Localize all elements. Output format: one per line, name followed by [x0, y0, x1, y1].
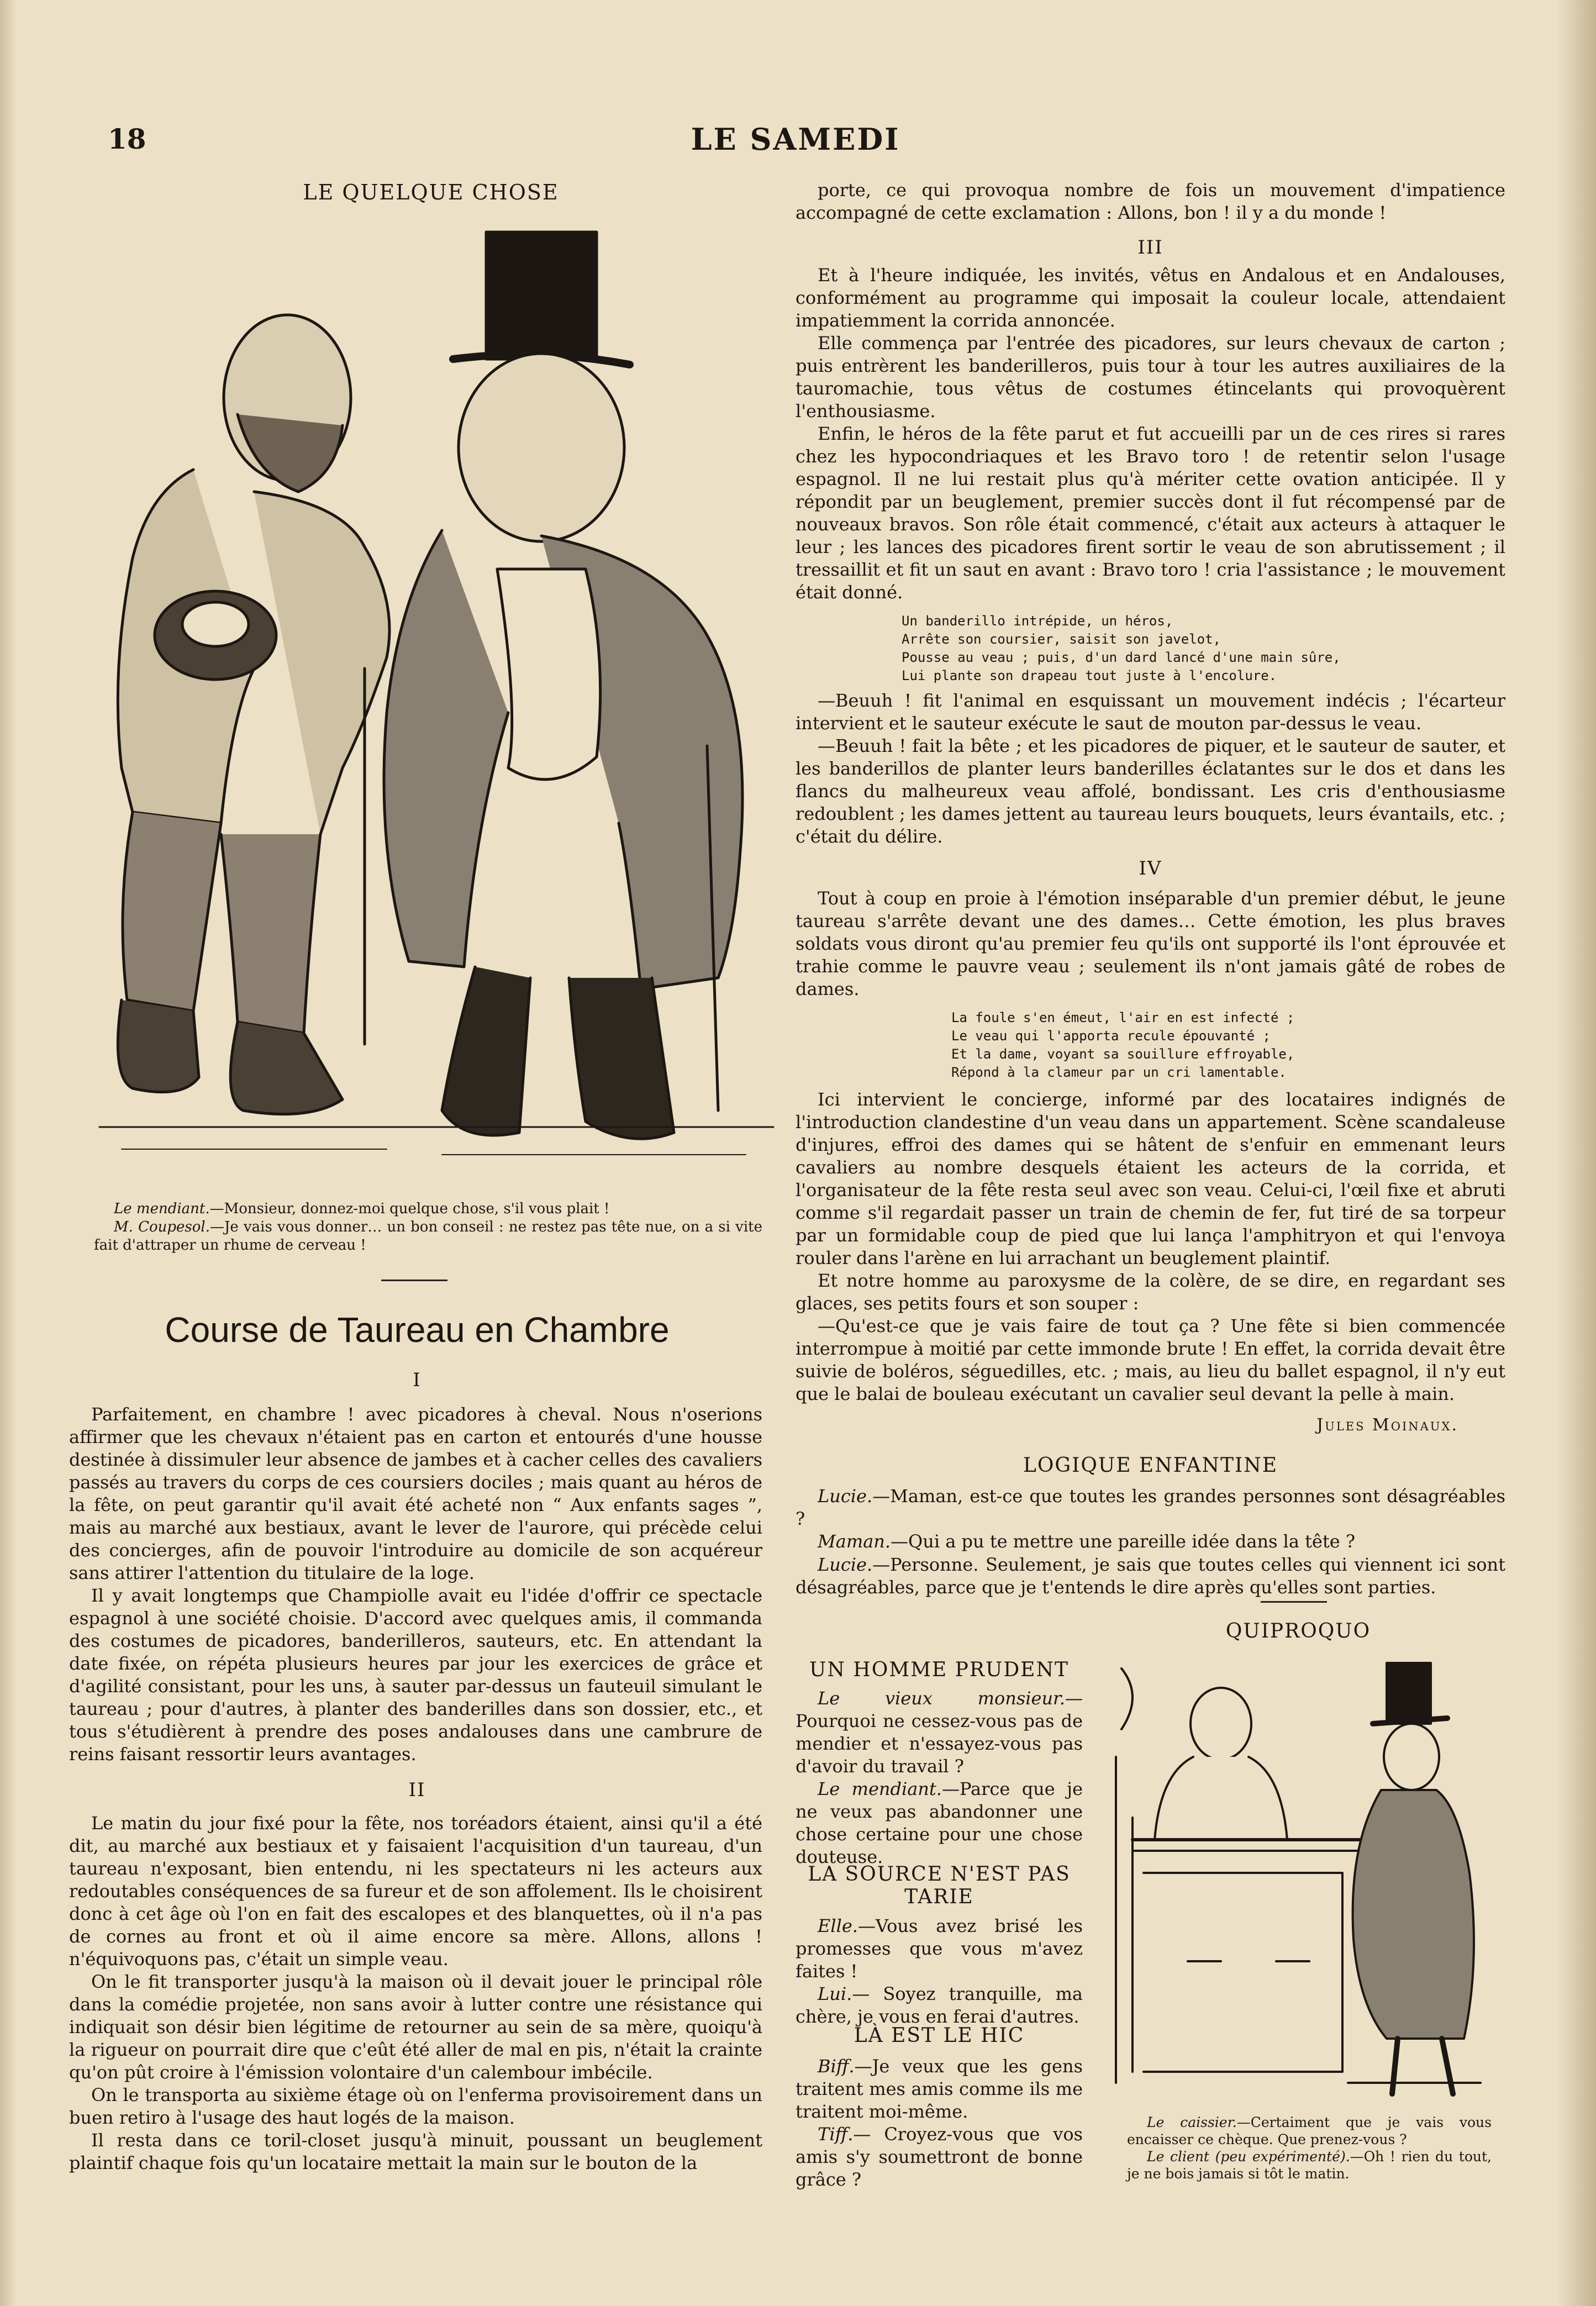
section-numeral-III: III — [1137, 236, 1163, 259]
prudent-dialogue — [796, 1687, 1083, 1868]
article-title: Course de Taureau en Chambre — [165, 1310, 670, 1350]
section-numeral-IV: IV — [1139, 857, 1162, 880]
paragraph: On le fit transporter jusqu'à la maison où il devait jouer le principal rôle dans la comédie projetée, non sans avoir à lutter contre une résistance qui indiquait son désir bien légitime de retourner au sein de sa mère, quoiqu'à la rigueur on pourrait dire que c'eût été aller de mal en pis, n'était la crainte qu'on pût croire à l'émission volontaire d'un calembour imbécile. — [69, 1971, 762, 2083]
line: — Croyez-vous que vos amis s'y soumettront de bonne grâce ? — [796, 2124, 1083, 2190]
line: —Certaiment que je vais vous encaisser ce chèque. Que prenez-vous ? — [1127, 2114, 1492, 2147]
speaker: Lucie. — [818, 1554, 873, 1575]
quiproquo-caption — [1127, 2114, 1492, 2182]
section-numeral-II: II — [408, 1779, 426, 1801]
paragraph: Il resta dans ce toril-closet jusqu'à minuit, poussant un beuglement plaintif chaque fois qu'un locataire mettait la main sur le bouton de la — [69, 2130, 762, 2173]
verse-line: Arrête son coursier, saisit son javelot, — [902, 631, 1221, 647]
logique-dialogue-cont — [796, 1554, 1505, 1599]
line: —Maman, est-ce que toutes les grandes personnes sont désagréables ? — [796, 1486, 1505, 1529]
line: —Je veux que les gens traitent mes amis comme ils me traitent moi-même. — [796, 2056, 1083, 2122]
speaker: Biff. — [818, 2056, 855, 2077]
divider-rule — [381, 1280, 447, 1281]
beggar-and-gentleman-illustration — [55, 215, 790, 1182]
paragraph: porte, ce qui provoqua nombre de fois un mouvement d'impatience accompagné de cette exclamation : Allons, bon ! il y a du monde ! — [796, 180, 1505, 223]
gentleman-head — [459, 354, 624, 541]
paragraph: Elle commença par l'entrée des picadores, sur leurs chevaux de carton ; puis entrèrent les banderilleros, puis tour à tour les autres auxiliaires de la tauromachie, tous vêtus de costumes étincelants qui provoquèrent l'enthousiasme. — [796, 333, 1505, 422]
paragraph: —Beuuh ! fit l'animal en esquissant un mouvement indécis ; l'écarteur intervient et le sauteur exécute le saut de mouton par-dessus le veau. — [796, 690, 1505, 734]
verse-line: Le veau qui l'apporta recule épouvanté ; — [951, 1028, 1271, 1044]
verse-stanza-1 — [902, 612, 1482, 685]
paragraph: —Beuuh ! fait la bête ; et les picadores de piquer, et le sauteur de sauter, et les banderillos de planter leurs banderilles éclatantes sur le dos et dans les flancs du malheureux veau affolé, bondissant. Les cris d'enthousiasme redoublent ; les dames jettent au taureau leurs bouquets, leurs évantails, etc. ; c'était du délire. — [796, 735, 1505, 847]
prudent-title: UN HOMME PRUDENT — [809, 1659, 1069, 1681]
paragraph: Il y avait longtemps que Champiolle avait eu l'idée d'offrir ce spectacle espagnol à une société choisie. D'accord avec quelques amis, il commanda des costumes de picadores, banderilleros, sauteurs, etc. En attendant la date fixée, on répéta plusieurs heures par jour les exercices de grâce et d'agilité consistant, pour les uns, à sauter par-dessus un fauteuil simulant le taureau ; pour d'autres, à planter des banderilles dans son dossier, etc., et tous s'étudièrent à prendre des poses andalouses dans une cambrure de reins faisant ressortir leurs avantages. — [69, 1585, 762, 1765]
speaker: Le mendiant. — [818, 1778, 942, 1799]
line: —Personne. Seulement, je sais que toutes celles qui viennent ici sont désagréables, parce que je t'entends le dire après qu'elles sont parties. — [796, 1554, 1505, 1598]
page-left-shadow — [0, 0, 17, 2306]
source-dialogue — [796, 1915, 1083, 2028]
speaker: Lui. — [818, 1983, 852, 2004]
article-section-I — [69, 1403, 762, 1766]
verse-line: La foule s'en émeut, l'air en est infecté ; — [951, 1010, 1295, 1025]
line: —Vous avez brisé les promesses que vous m'avez faites ! — [796, 1915, 1083, 1982]
page-number: 18 — [108, 123, 146, 155]
speaker: Maman. — [818, 1531, 891, 1552]
verse-stanza-2 — [951, 1009, 1482, 1082]
article-continuation — [796, 179, 1505, 224]
caption-line-1: —Monsieur, donnez-moi quelque chose, s'il vous plait ! — [209, 1201, 610, 1217]
caption-line-2: —Je vais vous donner… un bon conseil : ne restez pas tête nue, on a si vite fait d'attraper un rhume de cerveau ! — [94, 1219, 762, 1254]
article-section-IV-cont — [796, 1088, 1505, 1405]
line: —Pourquoi ne cessez-vous pas de mendier et n'essayez-vous pas d'avoir du travail ? — [796, 1688, 1083, 1777]
bank-cashier-illustration — [1110, 1652, 1486, 2105]
paragraph: Et notre homme au paroxysme de la colère, de se dire, en regardant ses glaces, ses petits fours et son souper : — [796, 1270, 1505, 1314]
logique-title: LOGIQUE ENFANTINE — [1023, 1454, 1278, 1477]
paragraph: Le matin du jour fixé pour la fête, nos toréadors étaient, ainsi qu'il a été dit, au marché aux bestiaux et y faisaient l'acquisition d'un taureau, d'un taureau n'exposant, bien entendu, ni les spectateurs ni les acteurs aux redoutables conséquences de sa fureur et de son affolement. Ils le choisirent donc à cet âge où l'on en fait des escalopes et des blanquettes, où il n'a pas de cornes au front et où il aime encore sa mère. Allons, allons ! n'équivoquons pas, c'était un simple veau. — [69, 1813, 762, 1970]
caption-speaker-1: Le mendiant. — [114, 1201, 210, 1217]
line: —Qui a pu te mettre une pareille idée dans la tête ? — [891, 1531, 1356, 1552]
line: —Parce que je ne veux pas abandonner une chose certaine pour une chose douteuse. — [796, 1778, 1083, 1867]
paragraph: On le transporta au sixième étage où on l'enferma provisoirement dans un buen retiro à l'usage des haut logés de la maison. — [69, 2084, 762, 2128]
verse-line: Pousse au veau ; puis, d'un dard lancé d'une main sûre, — [902, 650, 1341, 665]
article-section-III-cont — [796, 689, 1505, 848]
speaker: Le caissier. — [1147, 2114, 1237, 2130]
author-signature: Jules Moinaux. — [1316, 1415, 1458, 1435]
speaker: Le client (peu expérimenté). — [1147, 2149, 1350, 2165]
cartoon-caption — [94, 1200, 762, 1255]
page-right-shadow — [1557, 0, 1596, 2306]
source-title: LA SOURCE N'EST PAS TARIE — [808, 1863, 1071, 1908]
paragraph: —Qu'est-ce que je vais faire de tout ça ? Une fête si bien commencée interrompue à moitié par cette immonde brute ! En effet, la corrida devait être suivie de boléros, séguedilles, etc. ; mais, au lieu du ballet espagnol, il n'y eut que le balai de bouleau exécutant un cavalier seul devant la pelle à main. — [796, 1315, 1505, 1404]
article-section-IV — [796, 887, 1505, 1001]
hic-title: LÀ EST LE HIC — [854, 2024, 1025, 2047]
logique-dialogue — [796, 1485, 1505, 1553]
line: —Oh ! rien du tout, je ne bois jamais si tôt le matin. — [1127, 2149, 1492, 2182]
speaker: Elle. — [818, 1915, 858, 1936]
paragraph: Parfaitement, en chambre ! avec picadores à cheval. Nous n'oserions affirmer que les chevaux n'étaient pas en carton et entourés d'une housse destinée à dissimuler leur absence de jambes et à cacher celles des cavaliers passés au travers du corps de ces coursiers dociles ; mais quant au héros de la fête, on peut garantir qu'il avait été acheté non “ Aux enfants sages ”, mais au marché aux bestiaux, avant le lever de l'aurore, qui précède celui des concierges, afin de pouvoir l'introduire au domicile de son acquéreur sans attirer l'attention du titulaire de la loge. — [69, 1404, 762, 1583]
quiproquo-title: QUIPROQUO — [1225, 1620, 1371, 1642]
speaker: Lucie. — [818, 1486, 873, 1507]
paragraph: Ici intervient le concierge, informé par des locataires indignés de l'introduction clandestine d'un veau dans un appartement. Scène scandaleuse d'injures, effroi des dames qui se hâtent de s'enfuir en emmenant leurs cavaliers au nombre desquels étaient les acteurs de la corrida, et l'organisateur de la fête resta seul avec son veau. Celui-ci, l'œil fixe et abruti comme s'il regardait passer un train de chemin de fer, fut tiré de sa torpeur par un formidable coup de pied que lui lança l'amphitryon et qui l'envoya rouler dans l'arène en lui arrachant un beuglement plaintif. — [796, 1089, 1505, 1268]
verse-line: Un banderillo intrépide, un héros, — [902, 613, 1173, 629]
article-section-III — [796, 264, 1505, 604]
section-numeral-I: I — [413, 1369, 422, 1391]
cartoon-title: LE QUELQUE CHOSE — [303, 180, 559, 204]
divider-rule — [1261, 1601, 1327, 1603]
caption-speaker-2: M. Coupesol. — [114, 1219, 210, 1235]
article-section-II — [69, 1812, 762, 2175]
paragraph: Enfin, le héros de la fête parut et fut accueilli par un de ces rires si rares chez les hypocondriaques et les Bravo toro ! de retentir selon l'usage espagnol. Il ne lui restait plus qu'à mériter cette ovation anticipée. Il y répondit par un beuglement, premier succès dont il fut récompensé par de nouveaux bravos. Son rôle était commencé, c'était aux acteurs à attaquer le leur ; les lances des picadores firent sortir le veau de son abrutissement ; il tressaillit et fit un saut en avant : Bravo toro ! cria l'assistance ; le mouvement était donné. — [796, 423, 1505, 603]
verse-line: Répond à la clameur par un cri lamentable. — [951, 1065, 1287, 1080]
paragraph: Et à l'heure indiquée, les invités, vêtus en Andalous et en Andalouses, conformément au programme qui imposait la couleur locale, attendaient impatiemment la corrida annoncée. — [796, 265, 1505, 331]
hic-dialogue — [796, 2055, 1083, 2191]
verse-line: Et la dame, voyant sa souillure effroyable, — [951, 1046, 1295, 1062]
masthead: LE SAMEDI — [691, 122, 900, 157]
speaker: Tiff. — [818, 2124, 854, 2145]
paragraph: Tout à coup en proie à l'émotion inséparable d'un premier début, le jeune taureau s'arrête devant une des dames… Cette émotion, les plus braves soldats vous diront qu'au premier feu qu'ils ont supporté ils l'ont éprouvée et trahie comme le pauvre veau ; seulement ils n'ont jamais gâté de robes de dames. — [796, 888, 1505, 999]
line: — Soyez tranquille, ma chère, je vous en ferai d'autres. — [796, 1983, 1083, 2027]
verse-line: Lui plante son drapeau tout juste à l'encolure. — [902, 668, 1277, 683]
speaker: Le vieux monsieur. — [818, 1688, 1065, 1709]
